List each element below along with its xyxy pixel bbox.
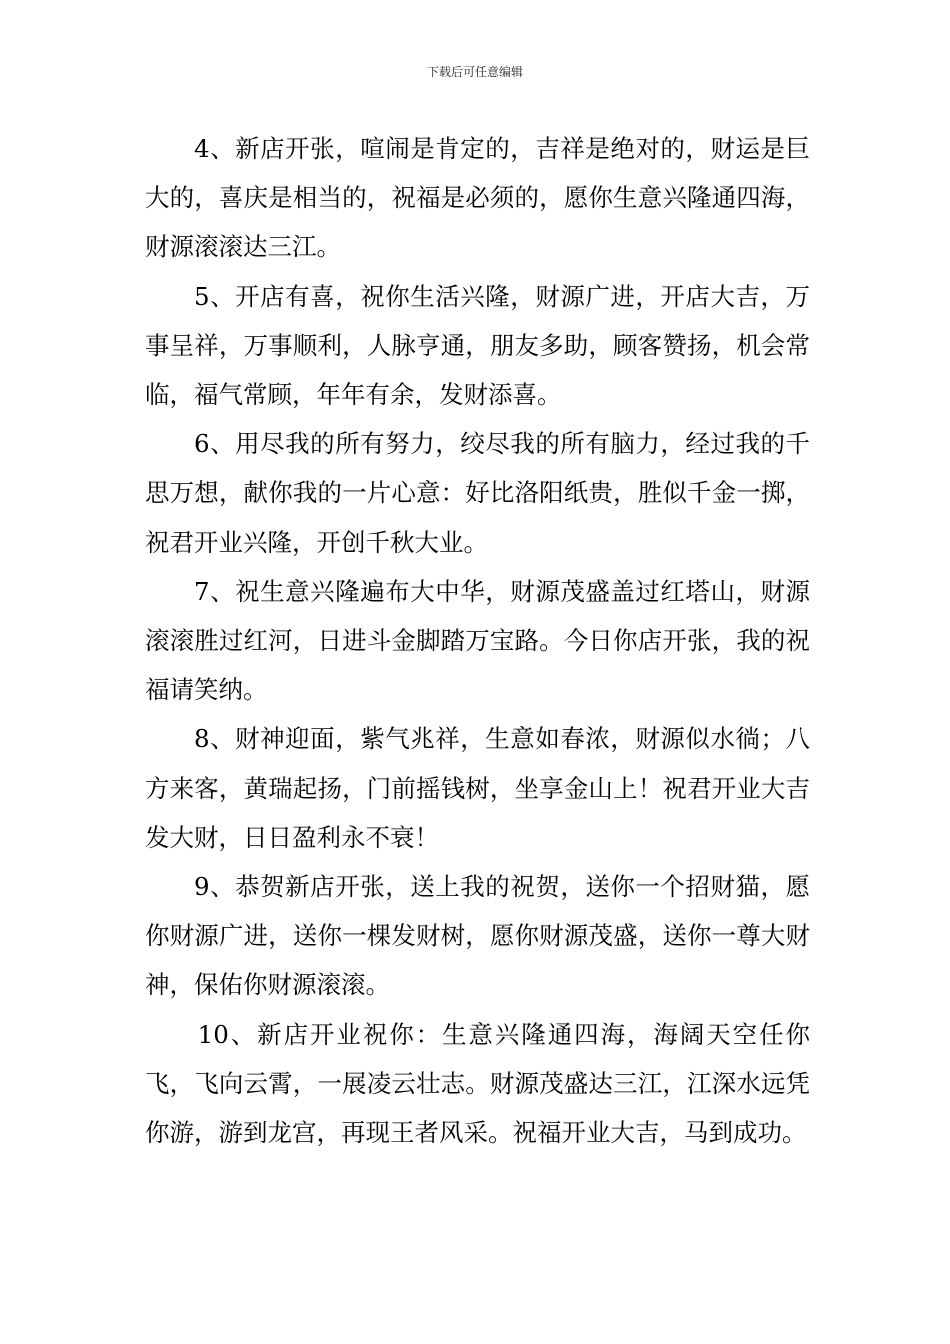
paragraph-4: 4、新店开张，喧闹是肯定的，吉祥是绝对的，财运是巨大的，喜庆是相当的，祝福是必须的，愿你生意兴隆通四海，财源滚滚达三江。 <box>145 134 810 262</box>
paragraph-6: 6、用尽我的所有努力，绞尽我的所有脑力，经过我的千思万想，献你我的一片心意：好比洛阳纸贵，胜似千金一掷，祝君开业兴隆，开创千秋大业。 <box>145 429 810 557</box>
paragraph-5: 5、开店有喜，祝你生活兴隆，财源广进，开店大吉，万事呈祥，万事顺利，人脉亨通，朋友多助，顾客赞扬，机会常临，福气常顾，年年有余，发财添喜。 <box>145 281 810 410</box>
paragraph-10: 10、新店开业祝你：生意兴隆通四海，海阔天空任你飞，飞向云霄，一展凌云壮志。财源茂盛达三江，江深水远凭你游，游到龙宫，再现王者风采。祝福开业大吉，马到成功。 <box>145 1019 810 1148</box>
paragraph-9: 9、恭贺新店开张，送上我的祝贺，送你一个招财猫，愿你财源广进，送你一棵发财树，愿你财源茂盛，送你一尊大财神，保佑你财源滚滚。 <box>145 872 810 1000</box>
paragraph-7: 7、祝生意兴隆遍布大中华，财源茂盛盖过红塔山，财源滚滚胜过红河，日进斗金脚踏万宝路。今日你店开张，我的祝福请笑纳。 <box>145 576 810 705</box>
page-header: 下载后可任意编辑 <box>426 65 523 79</box>
paragraph-8: 8、财神迎面，紫气兆祥，生意如春浓，财源似水徜；八方来客，黄瑞起扬，门前摇钱树，坐享金山上！祝君开业大吉发大财，日日盈利永不衰！ <box>145 724 810 852</box>
document-body <box>145 124 810 1157</box>
